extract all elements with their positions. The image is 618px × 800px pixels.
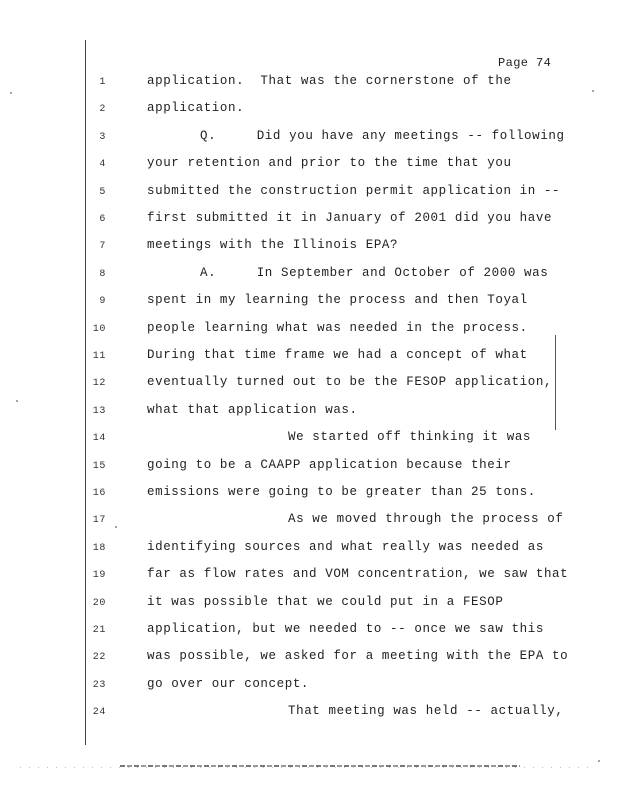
line-text: application. That was the cornerstone of the [147,74,512,88]
line-text: go over our concept. [147,676,310,691]
line-number: 18 [92,542,106,554]
transcript-line [0,595,618,615]
transcript-line [0,211,618,231]
scan-speck [598,760,600,762]
transcript-line [0,184,618,204]
line-number: 9 [99,296,106,308]
line-text: That meeting was held -- actually, [288,704,564,719]
scan-speck [592,90,594,92]
transcript-line [0,101,618,121]
transcript-line [0,512,618,532]
line-text: A. In September and October of 2000 was [200,265,549,280]
line-number: 7 [99,241,106,253]
line-number: 5 [99,186,106,198]
line-text: eventually turned out to be the FESOP application, [147,375,553,390]
line-number: 14 [92,433,106,445]
transcript-line [0,540,618,560]
line-text: identifying sources and what really was needed as [147,539,544,554]
transcript-line [0,129,618,149]
line-number: 3 [99,131,106,143]
line-number: 12 [92,378,106,390]
line-text: submitted the construction permit application in -- [147,183,561,198]
transcript-line [0,293,618,313]
transcript-line [0,348,618,368]
transcript-line [0,622,618,642]
line-text: your retention and prior to the time that you [147,156,512,171]
line-number: 2 [99,104,106,116]
transcript-line [0,649,618,669]
transcript-line [0,485,618,505]
line-text: people learning what was needed in the process. [147,320,528,335]
line-number: 22 [92,652,106,664]
line-number: 6 [99,214,106,225]
line-text: first submitted it in January of 2001 did you have [147,211,553,225]
line-text: spent in my learning the process and then Toyal [147,293,528,308]
transcript-line [0,74,618,94]
transcript-line [0,430,618,450]
line-text: As we moved through the process of [288,512,564,527]
line-text: We started off thinking it was [288,430,532,445]
line-number: 24 [92,707,106,719]
line-text: going to be a CAAPP application because their [147,457,512,472]
transcript-line [0,567,618,587]
transcript-line [0,677,618,697]
transcript-line [0,458,618,478]
transcript-line [0,375,618,395]
line-text: emissions were going to be greater than 25 tons. [147,485,536,499]
scan-speck [10,92,12,94]
line-number: 10 [92,323,106,335]
line-text: application. [147,101,245,116]
line-text: far as flow rates and VOM concentration, we saw that [147,567,569,582]
line-number: 11 [92,351,106,362]
transcript-line [0,321,618,341]
line-text: what that application was. [147,402,358,417]
transcript-line [0,156,618,176]
line-number: 17 [92,515,106,527]
page-number: Page 74 [498,56,552,70]
line-number: 19 [92,570,106,582]
line-text: application, but we needed to -- once we saw this [147,622,544,636]
line-text: Q. Did you have any meetings -- following [200,128,565,143]
scan-speck [115,526,117,528]
line-number: 1 [99,77,106,88]
line-number: 8 [99,268,106,280]
transcript-line [0,403,618,423]
line-number: 16 [92,488,106,499]
line-number: 13 [92,405,106,417]
transcript-line [0,238,618,258]
line-number: 15 [92,460,106,472]
transcript-line [0,266,618,286]
line-number: 20 [92,597,106,609]
transcript-line [0,704,618,724]
line-text: was possible, we asked for a meeting with the EPA to [147,649,569,664]
line-text: meetings with the Illinois EPA? [147,238,399,253]
line-number: 23 [92,679,106,691]
scan-speck [16,400,18,402]
line-number: 4 [99,159,106,171]
bottom-dotted-line [20,767,595,768]
line-number: 21 [92,625,106,636]
line-text: During that time frame we had a concept of what [147,348,528,362]
line-text: it was possible that we could put in a FESOP [147,594,504,609]
